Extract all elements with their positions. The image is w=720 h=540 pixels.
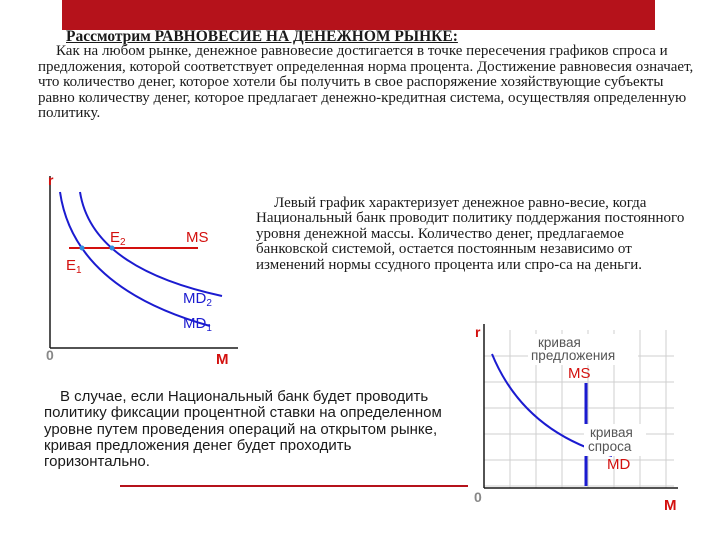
slide-heading: Рассмотрим РАВНОВЕСИЕ НА ДЕНЕЖНОМ РЫНКЕ: xyxy=(66,28,458,45)
left-graph-paragraph: Левый график характеризует денежное равно-весие, когда Национальный банк проводит политику поддержания постоянного уровня денежной массы. Количество денег, предлагаемое банковской системой, остается постоянным независимо от изменений нормы ссудного процента или спро-са на деньги. xyxy=(256,195,685,273)
point-e2 xyxy=(110,246,115,251)
md1-label: $MD_1$ xyxy=(183,315,212,334)
money-market-vertical-supply-chart xyxy=(468,316,686,518)
supply-caption-line2: предложения xyxy=(531,348,616,363)
fixed-rate-paragraph: В случае, если Национальный банк будет проводить политику фиксации процентной ставки на определенном уровне путем проведения операций на открытом рынке, кривая предложения денег будет проходить горизонтально. xyxy=(44,388,442,471)
ms-label: MS xyxy=(186,229,209,246)
ms-label: MS xyxy=(568,365,591,382)
e1-label: $E_1$ xyxy=(66,257,82,276)
intro-paragraph: Как на любом рынке, денежное равновесие достигается в точке пересечения графиков спроса и предложения, которой соответствует определенная норма процента. Достижение равновесия означает, что количество денег, которое хотели бы получить в свое распоряжение хозяйствующие субъекты равно количеству денег, которое предлагает денежно-кредитная система, осуществляя определенную политику. xyxy=(38,43,694,122)
e2-label: $E_2$ xyxy=(110,229,126,248)
x-axis-label: M xyxy=(216,351,229,368)
title-banner xyxy=(62,0,655,30)
y-axis-label: r xyxy=(48,172,54,188)
y-axis-label: r xyxy=(475,324,481,340)
md2-label: $MD_2$ xyxy=(183,290,212,309)
demand-caption-line2: спроса xyxy=(588,439,632,454)
origin-label: 0 xyxy=(46,347,54,363)
point-e1 xyxy=(80,246,85,251)
supply-caption-line1: кривая xyxy=(538,335,581,350)
money-market-constant-supply-chart xyxy=(38,168,242,368)
x-axis-label: M xyxy=(664,497,677,514)
origin-label: 0 xyxy=(474,489,482,505)
demand-caption-line1: кривая xyxy=(590,425,633,440)
md-label: MD xyxy=(607,456,631,473)
